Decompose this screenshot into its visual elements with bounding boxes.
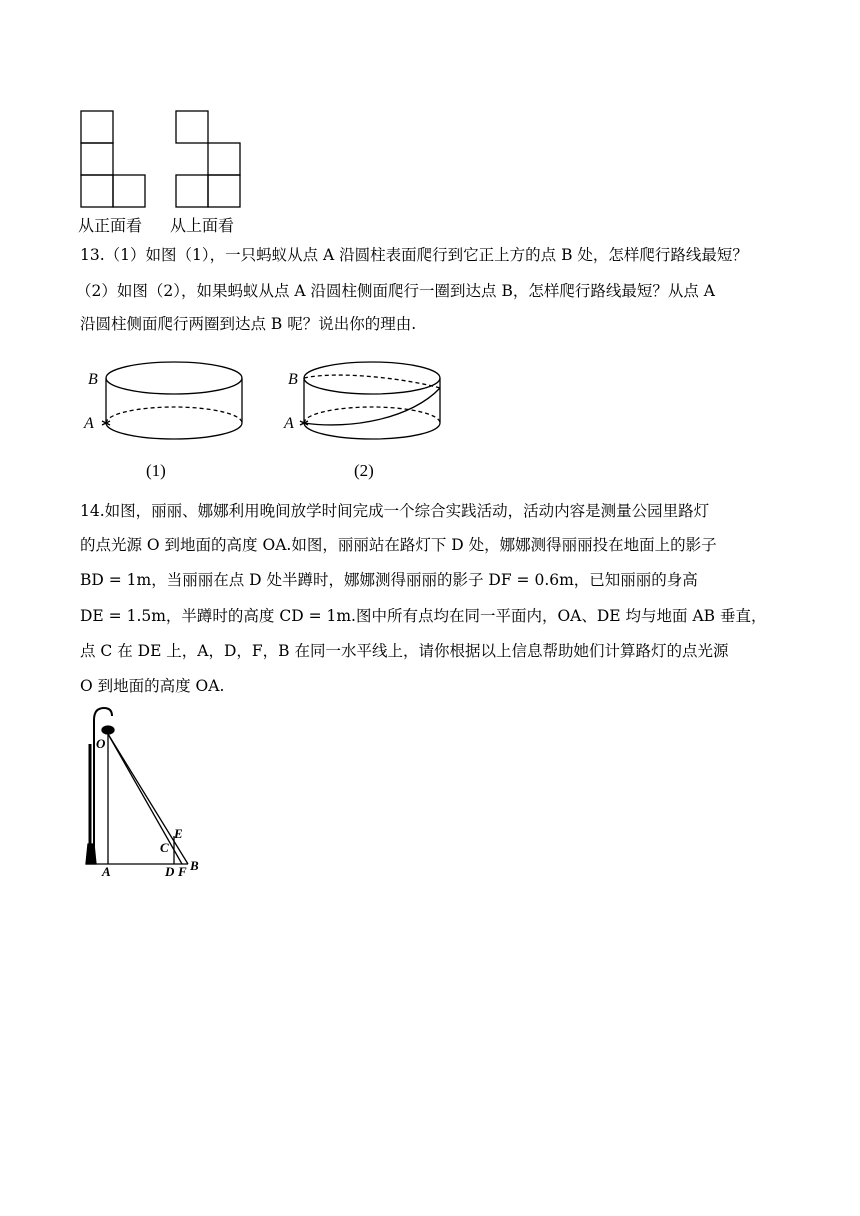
q14-line-2: 的点光源 O 到地面的高度 OA.如图，丽丽站在路灯下 D 处，娜娜测得丽丽投在地面上的影子 (80, 536, 717, 554)
lamp-label-D: D (165, 864, 175, 879)
lamp-label-A: A (102, 864, 111, 879)
fig1-caption: (1) (146, 461, 166, 480)
lamp-label-B: B (190, 858, 199, 873)
q14-line-6: O 到地面的高度 OA. (80, 677, 225, 695)
street-lamp-figure (78, 704, 218, 879)
front-view-figure (78, 108, 148, 208)
lamp-label-O: O (96, 736, 106, 751)
q13-line-1: 13.（1）如图（1），一只蚂蚁从点 A 沿圆柱表面爬行到它正上方的点 B 处，怎样爬行路线最短？ (80, 246, 748, 264)
top-view-label: 从上面看 (170, 216, 235, 235)
q13-line-3: 沿圆柱侧面爬行两圈到达点 B 呢？说出你的理由. (80, 315, 417, 333)
fig2-label-B: B (288, 371, 298, 388)
top-view-figure (173, 108, 243, 208)
cylinder-figure-2 (282, 358, 452, 478)
front-view-label: 从正面看 (78, 216, 143, 235)
lamp-label-E: E (174, 826, 183, 841)
q14-line-5: 点 C 在 DE 上，A，D，F，B 在同一水平线上，请你根据以上信息帮助她们计算路灯的点光源 (80, 642, 729, 660)
fig1-label-A: A (84, 415, 94, 432)
fig2-caption: (2) (354, 461, 374, 480)
q14-line-3: BD = 1m，当丽丽在点 D 处半蹲时，娜娜测得丽丽的影子 DF = 0.6m，已知丽丽的身高 (80, 571, 698, 589)
fig2-label-A: A (284, 415, 294, 432)
q14-line-1: 14.如图，丽丽、娜娜利用晚间放学时间完成一个综合实践活动，活动内容是测量公园里路灯 (80, 502, 710, 520)
q13-line-2: （2）如图（2），如果蚂蚁从点 A 沿圆柱侧面爬行一圈到达点 B，怎样爬行路线最短？从点 A (76, 282, 715, 300)
q14-line-4: DE = 1.5m，半蹲时的高度 CD = 1m.图中所有点均在同一平面内，OA、DE 均与地面 AB 垂直， (80, 607, 767, 625)
cylinder-figure-1 (80, 358, 250, 478)
lamp-label-C: C (160, 840, 169, 855)
lamp-label-F: F (178, 864, 187, 879)
fig1-label-B: B (88, 371, 98, 388)
